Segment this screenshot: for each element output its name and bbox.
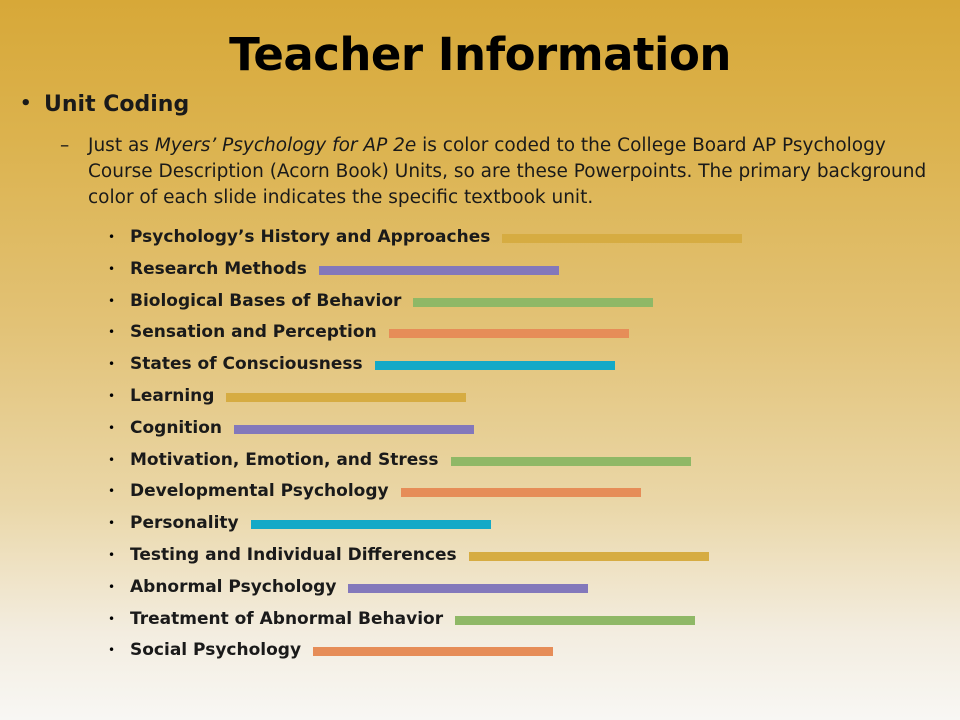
unit-label: Psychology’s History and Approaches <box>130 227 491 247</box>
description-part2: is color coded to the College Board AP Psychology Course Description (Acorn Book) Units, so are these Powerpoints. The primary background color of each slide indicates the specific textbook unit. <box>88 135 927 208</box>
unit-color-bar <box>348 584 588 593</box>
unit-label: Learning <box>130 386 215 406</box>
unit-color-bar <box>234 425 474 434</box>
bullet-icon: • <box>108 548 116 562</box>
unit-label: Abnormal Psychology <box>130 576 337 597</box>
bullet-icon: • <box>108 611 116 626</box>
unit-color-bar <box>455 616 695 625</box>
bullet-icon: • <box>108 230 116 244</box>
bullet-icon: • <box>108 261 116 276</box>
unit-color-bar <box>502 234 742 243</box>
unit-item <box>0 542 960 574</box>
unit-color-bar <box>413 298 653 307</box>
unit-color-bar <box>389 329 629 338</box>
unit-item <box>0 383 960 415</box>
unit-item <box>0 510 960 542</box>
bullet-icon: • <box>108 325 116 340</box>
unit-item <box>0 574 960 606</box>
unit-label: Personality <box>130 513 239 534</box>
dash-bullet-icon: – <box>60 135 70 156</box>
unit-item <box>0 606 960 638</box>
unit-label: Treatment of Abnormal Behavior <box>130 608 444 629</box>
unit-color-bar <box>251 520 491 529</box>
bullet-icon: • <box>108 643 116 658</box>
unit-item <box>0 478 960 510</box>
heading-text: Unit Coding <box>44 92 190 117</box>
unit-label: Research Methods <box>130 258 307 279</box>
unit-label: States of Consciousness <box>130 354 363 375</box>
description-text <box>88 133 950 211</box>
unit-item <box>0 256 960 288</box>
unit-label: Biological Bases of Behavior <box>130 290 402 311</box>
unit-label: Motivation, Emotion, and Stress <box>130 449 439 470</box>
unit-color-bar <box>226 393 466 402</box>
unit-item <box>0 319 960 351</box>
unit-label: Developmental Psychology <box>130 481 389 502</box>
bullet-icon: • <box>108 484 116 499</box>
bullet-icon: • <box>108 516 116 531</box>
bullet-icon: • <box>108 389 116 403</box>
unit-label: Sensation and Perception <box>130 322 377 343</box>
unit-color-bar <box>451 457 691 466</box>
unit-item <box>0 637 960 669</box>
bullet-icon: • <box>108 420 116 435</box>
unit-item <box>0 415 960 447</box>
book-title: Myers’ Psychology for AP 2e <box>154 135 417 156</box>
unit-color-bar <box>313 647 553 656</box>
unit-label: Testing and Individual Differences <box>130 545 457 565</box>
description-part1: Just as <box>88 135 155 156</box>
unit-item <box>0 288 960 320</box>
unit-color-bar <box>319 266 559 275</box>
unit-color-bar <box>469 552 709 561</box>
unit-label: Cognition <box>130 417 222 438</box>
bullet-icon: • <box>20 93 32 114</box>
bullet-icon: • <box>108 579 116 594</box>
unit-coding-heading <box>20 92 189 117</box>
unit-item <box>0 224 960 256</box>
unit-label: Social Psychology <box>130 640 302 661</box>
unit-color-bar <box>375 361 615 370</box>
bullet-icon: • <box>108 293 116 308</box>
slide-title: Teacher Information <box>229 28 731 81</box>
bullet-icon: • <box>108 357 116 372</box>
bullet-icon: • <box>108 452 116 467</box>
unit-item <box>0 351 960 383</box>
unit-color-bar <box>401 488 641 497</box>
unit-item <box>0 447 960 479</box>
description-paragraph <box>60 133 950 211</box>
